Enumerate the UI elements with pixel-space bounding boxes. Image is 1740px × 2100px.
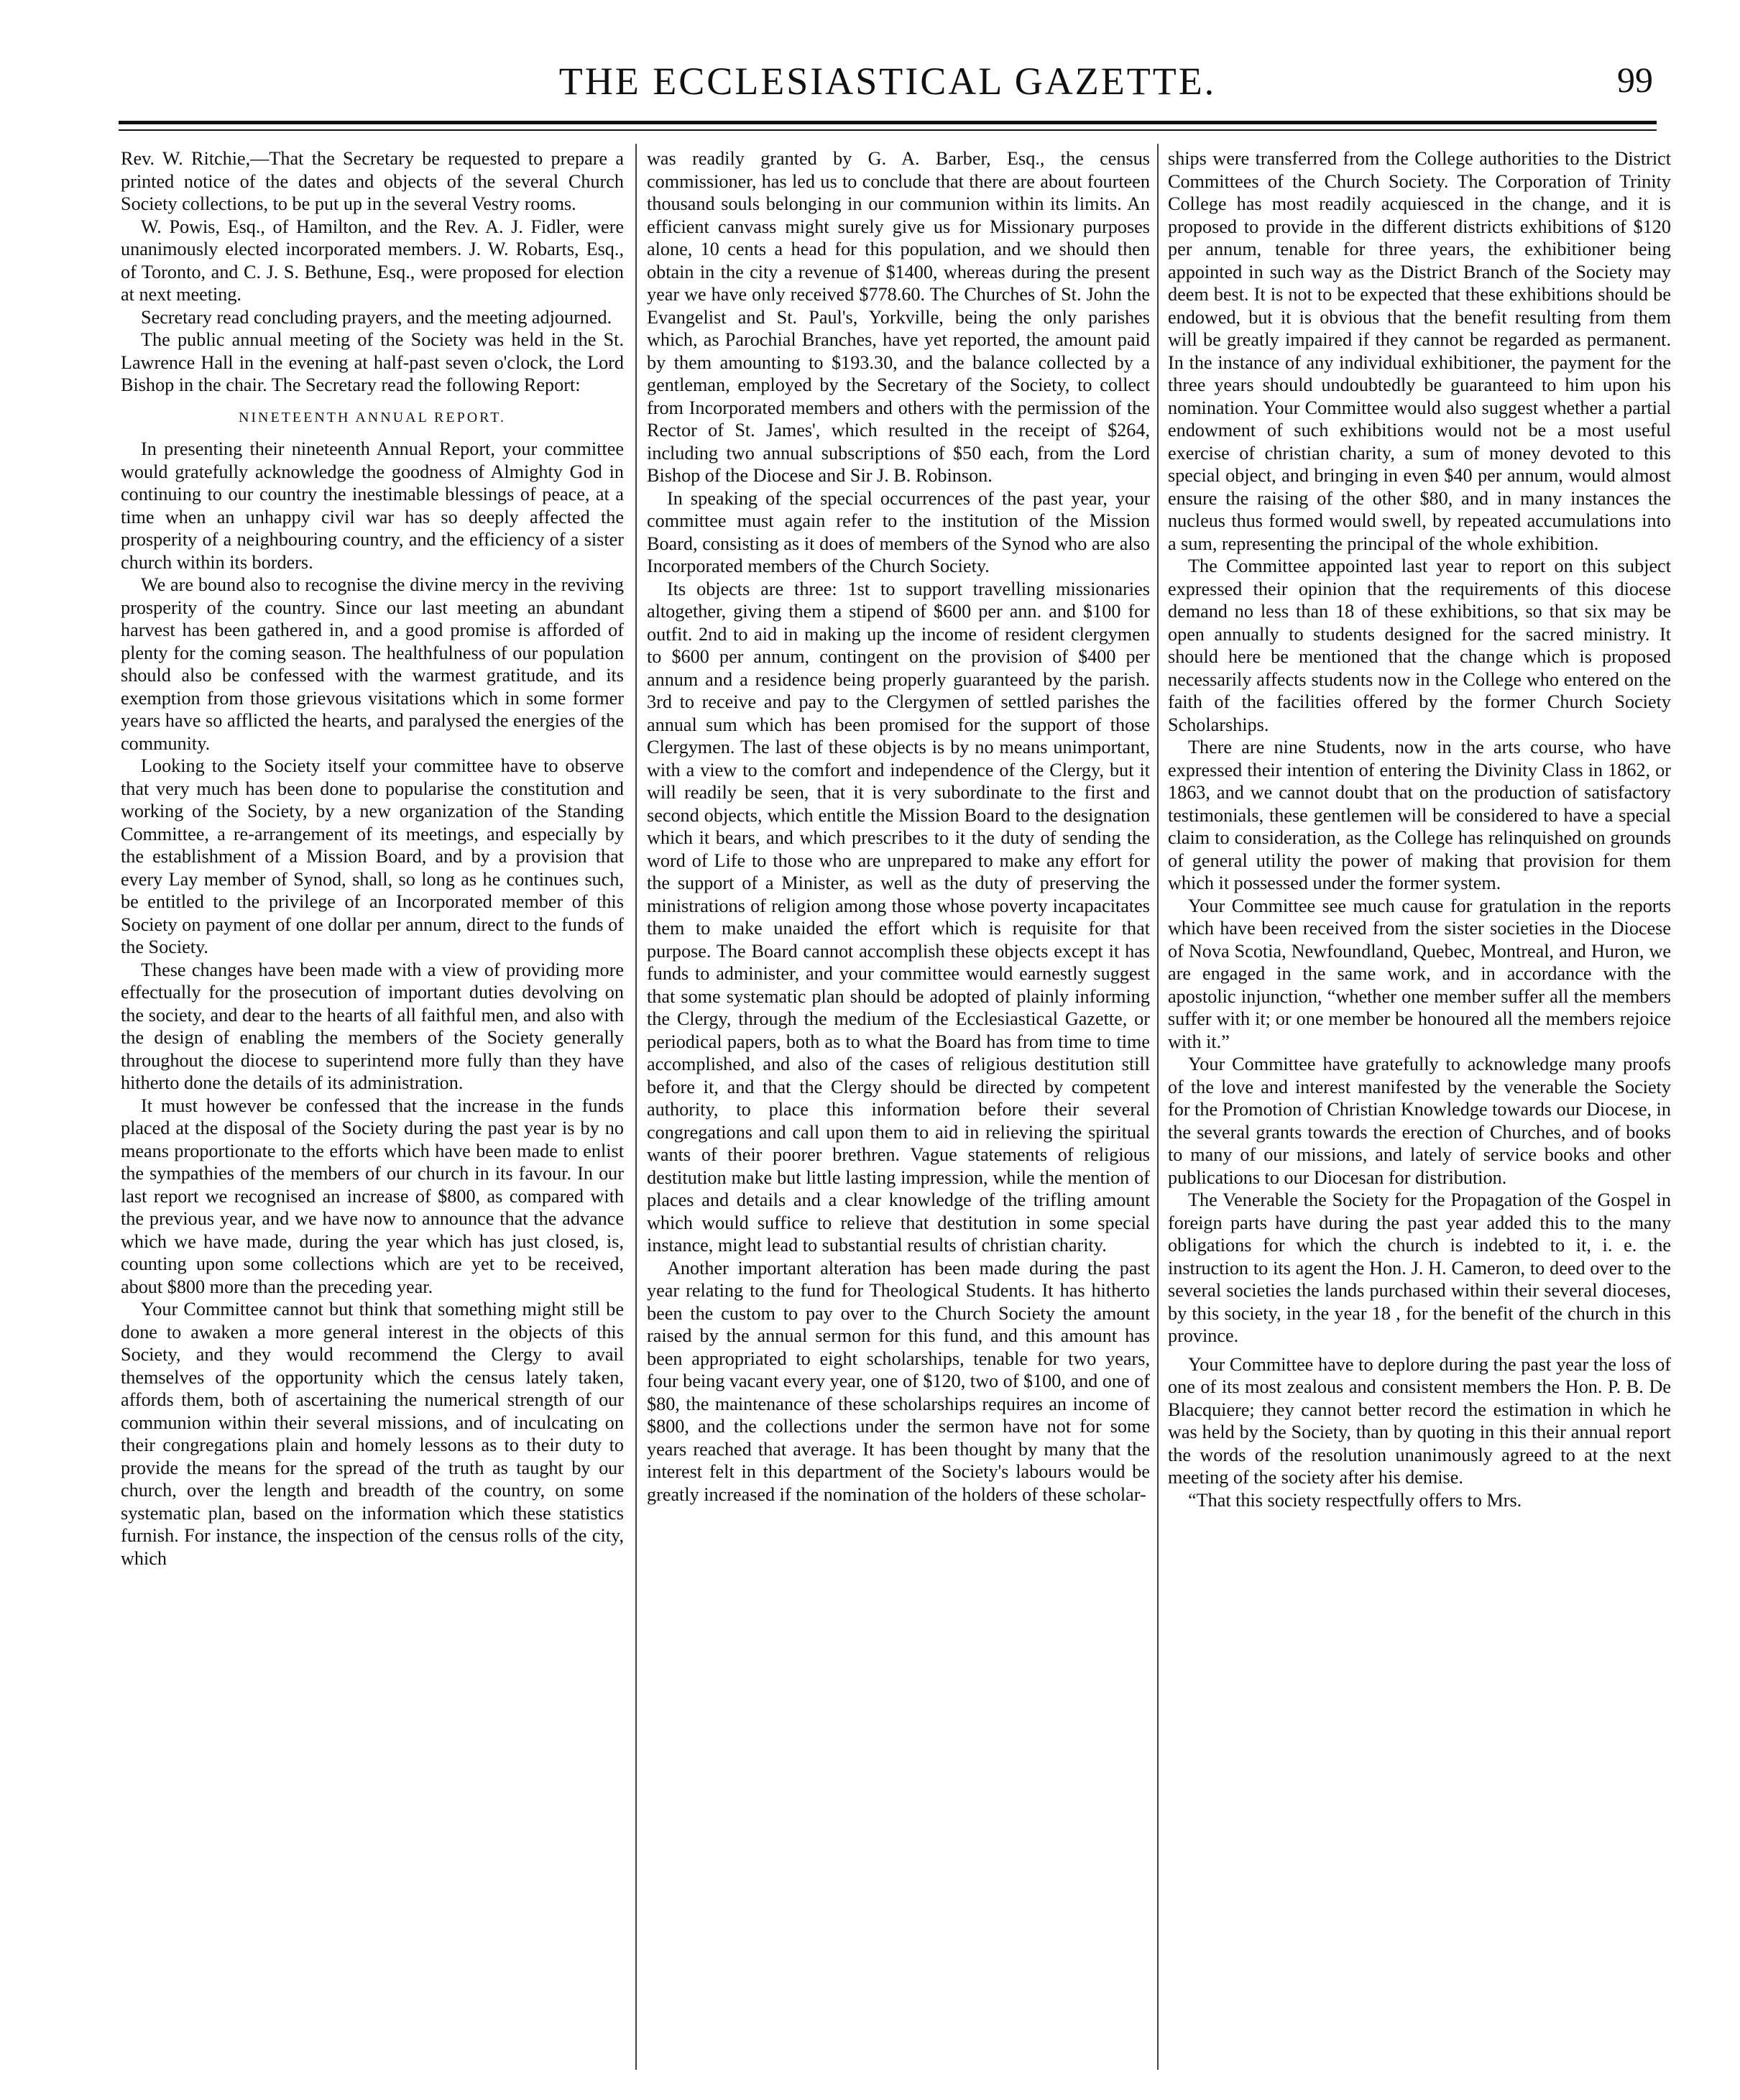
paragraph: was readily granted by G. A. Barber, Esq., the census commissioner, has led us to conclude that there are about fourteen thousand souls belonging in our communion within its limits. An efficient canvass might surely give us for Missionary purposes alone, 10 cents a head for this population, and we should then obtain in the city a revenue of $1400, whereas during the present year we have only received $778.60. The Churches of St. John the Evangelist and St. Paul's, Yorkville, being the only parishes which, as Parochial Branches, have yet reported, the amount paid by them amounting to $193.30, and the balance collected by a gentleman, employed by the Secretary of the Society, to collect from Incorporated members and others with the permission of the Rector of St. James', which resulted in the receipt of $264, including two annual subscriptions of $50 each, from the Lord Bishop of the Diocese and Sir J. B. Robinson. bbox=[647, 148, 1150, 486]
paragraph: There are nine Students, now in the arts course, who have expressed their intention of entering the Divinity Class in 1862, or 1863, and we cannot doubt that on the production of satisfactory testimonials, these gentlemen will be considered to have a special claim to consideration, as the College has relinquished on grounds of general utility the power of making that provision for them which it possessed under the former system. bbox=[1168, 737, 1671, 893]
paragraph: Another important alteration has been made during the past year relating to the fund for Theological Students. It has hitherto been the custom to pay over to the Church Society the amount raised by the annual sermon for this fund, and this amount has been appropriated to eight scholarships, tenable for two years, four being vacant every year, one of $120, two of $100, and one of $80, the maintenance of these scholarships requires an income of $800, and the collections under the sermon have not for some years reached that average. It has been thought by many that the interest felt in this department of the Society's labours would be greatly increased if the nomination of the holders of these scholar- bbox=[647, 1257, 1150, 1505]
column-divider bbox=[635, 144, 637, 2070]
paragraph: In speaking of the special occurrences of the past year, your committee must again refer to the institution of the Mission Board, consisting as it does of members of the Synod who are also Incorporated members of the Church Society. bbox=[647, 487, 1150, 576]
paragraph: The public annual meeting of the Society was held in the St. Lawrence Hall in the evening at half-past seven o'clock, the Lord Bishop in the chair. The Secretary read the following Report: bbox=[121, 329, 624, 395]
header-rule-thick bbox=[119, 121, 1657, 124]
text-column-2 bbox=[647, 147, 1150, 1506]
paragraph: Your Committee see much cause for gratulation in the reports which have been received from the sister societies in the Diocese of Nova Scotia, Newfoundland, Quebec, Montreal, and Huron, we are engaged in the same work, and in accordance with the apostolic injunction, “whether one member suffer all the members suffer with it; or one member be honoured all the members rejoice with it.” bbox=[1168, 895, 1671, 1052]
column-divider bbox=[1157, 144, 1159, 2070]
paragraph: We are bound also to recognise the divine mercy in the reviving prosperity of the country. Since our last meeting an abundant harvest has been gathered in, and a good promise is afforded of plenty for the coming season. The healthfulness of our population should also be confessed with the warmest gratitude, and its exemption from those grievous visitations which in some former years have so afflicted the hearts, and paralysed the energies of the community. bbox=[121, 574, 624, 754]
header-rule-thin bbox=[119, 129, 1657, 131]
page-number: 99 bbox=[1617, 60, 1653, 100]
paragraph: It must however be confessed that the increase in the funds placed at the disposal of the Society during the past year is by no means proportionate to the efforts which have been made to enlist the sympathies of the members of our church in its favour. In our last report we recognised an increase of $800, as compared with the previous year, and we have now to announce that the advance which we have made, during the year which has just closed, is, counting upon some collections which are yet to be received, about $800 more than the preceding year. bbox=[121, 1095, 624, 1297]
paragraph: In presenting their nineteenth Annual Report, your committee would gratefully acknowledge the goodness of Almighty God in continuing to our country the inestimable blessings of peace, at a time when an unhappy civil war has so deeply affected the prosperity of a neighbouring country, and the efficiency of a sister church within its borders. bbox=[121, 438, 624, 573]
text-column-1 bbox=[121, 147, 624, 1570]
paragraph: Its objects are three: 1st to support travelling missionaries altogether, giving them a stipend of $600 per ann. and $100 for outfit. 2nd to aid in making up the income of resident clergymen to $600 per annum, contingent on the provision of $400 per annum and a residence being properly guaranteed by the parish. 3rd to receive and pay to the Clergymen of settled parishes the annual sum which has been promised for the support of those Clergymen. The last of these objects is by no means unimportant, with a view to the comfort and independence of the Clergy, but it will readily be seen, that it is very subordinate to the first and second objects, which entitle the Mission Board to the designation which it bears, and which prescribes to it the duty of sending the word of Life to those who are unprepared to make any effort for the support of a Minister, as well as the duty of preserving the ministrations of religion among those whose poverty incapacitates them to make unaided the effort which is requisite for that purpose. The Board cannot accomplish these objects except it has funds to administer, and your committee would earnestly suggest that some systematic plan should be adopted of plainly informing the Clergy, through the medium of the Ecclesiastical Gazette, or periodical papers, both as to what the Board has from time to time accomplished, and also of the cases of religious destitution still before it, and that the Clergy should be directed by competent authority, to place this information before their several congregations and call upon them to aid in relieving the spiritual wants of their poorer brethren. Vague statements of religious destitution make but little lasting impression, while the mention of places and details and a clear knowledge of the trifling amount which would suffice to relieve that destitution in some special instance, might lead to substantial results of christian charity. bbox=[647, 578, 1150, 1256]
text-column-3 bbox=[1168, 147, 1671, 1511]
paragraph: Your Committee have to deplore during the past year the loss of one of its most zealous and consistent members the Hon. P. B. De Blacquiere; they cannot better record the estimation in which he was held by the Society, than by quoting in this their annual report the words of the resolution unanimously agreed to at the next meeting of the society after his demise. bbox=[1168, 1353, 1671, 1488]
section-heading: NINETEENTH ANNUAL REPORT. bbox=[238, 409, 507, 425]
paragraph: Your Committee cannot but think that something might still be done to awaken a more general interest in the objects of this Society, and they would recommend the Clergy to avail themselves of the opportunity which the census lately taken, affords them, both of ascertaining the numerical strength of our communion within their several missions, and of inculcating on their congregations plain and homely lessons as to their duty to provide the means for the spread of the truth as taught by our church, over the length and breadth of the country, on some systematic plan, based on the information which these statistics furnish. For instance, the inspection of the census rolls of the city, which bbox=[121, 1299, 624, 1569]
paragraph: The Venerable the Society for the Propagation of the Gospel in foreign parts have during the past year added this to the many obligations for which the church is indebted to it, i. e. the instruction to its agent the Hon. J. H. Cameron, to deed over to the several societies the lands purchased within their several dioceses, by this society, in the year 18 , for the benefit of the church in this province. bbox=[1168, 1189, 1671, 1346]
paragraph: Rev. W. Ritchie,—That the Secretary be requested to prepare a printed notice of the dates and objects of the several Church Society collections, to be put up in the several Vestry rooms. bbox=[121, 148, 624, 214]
paragraph: Looking to the Society itself your committee have to observe that very much has been done to popularise the constitution and working of the Society, by a new organization of the Standing Committee, a re-arrangement of its meetings, and especially by the establishment of a Mission Board, and by a provision that every Lay member of Synod, shall, so long as he continues such, be entitled to the privilege of an Incorporated member of this Society on payment of one dollar per annum, direct to the funds of the Society. bbox=[121, 755, 624, 957]
paragraph: W. Powis, Esq., of Hamilton, and the Rev. A. J. Fidler, were unanimously elected incorporated members. J. W. Robarts, Esq., of Toronto, and C. J. S. Bethune, Esq., were proposed for election at next meeting. bbox=[121, 216, 624, 305]
paragraph: ships were transferred from the College authorities to the District Committees of the Church Society. The Corporation of Trinity College has most readily acquiesced in the change, and it is proposed to provide in the different districts exhibitions of $120 per annum, tenable for three years, the exhibitioner being appointed in such way as the District Branch of the Society may deem best. It is not to be expected that these exhibitions should be endowed, but it is obvious that the benefit resulting from them will be greatly impaired if they cannot be regarded as permanent. In the instance of any individual exhibitioner, the payment for the three years should undoubtedly be guaranteed to him upon his nomination. Your Committee would also suggest whether a partial endowment of such exhibitions would not be a most useful exercise of christian charity, a sum of money devoted to this special object, and bringing in even $40 per annum, would almost ensure the raising of the other $80, and in many instances the nucleus thus formed would swell, by repeated accumulations into a sum, representing the principal of the whole exhibition. bbox=[1168, 148, 1671, 554]
paragraph: Secretary read concluding prayers, and the meeting adjourned. bbox=[141, 306, 612, 328]
page-header bbox=[122, 50, 1653, 115]
page-title: THE ECCLESIASTICAL GAZETTE. bbox=[558, 60, 1217, 103]
paragraph: Your Committee have gratefully to acknowledge many proofs of the love and interest manifested by the venerable the Society for the Promotion of Christian Knowledge towards our Diocese, in the several grants towards the erection of Churches, and of books to many of our missions, and lately of service books and other publications to our Diocesan for distribution. bbox=[1168, 1054, 1671, 1188]
paragraph: The Committee appointed last year to report on this subject expressed their opinion that the requirements of this diocese demand no less than 18 of these exhibitions, so that six may be open annually to students designed for the sacred ministry. It should here be mentioned that the change which is proposed necessarily affects students now in the College who entered on the faith of the facilities offered by the former Church Society Scholarships. bbox=[1168, 556, 1671, 735]
paragraph: These changes have been made with a view of providing more effectually for the prosecution of important duties devolving on the society, and dear to the hearts of all faithful men, and also with the design of enabling the members of the Society generally throughout the diocese to superintend more fully than they have hitherto done the details of its administration. bbox=[121, 959, 624, 1093]
paragraph: “That this society respectfully offers to Mrs. bbox=[1188, 1489, 1522, 1511]
